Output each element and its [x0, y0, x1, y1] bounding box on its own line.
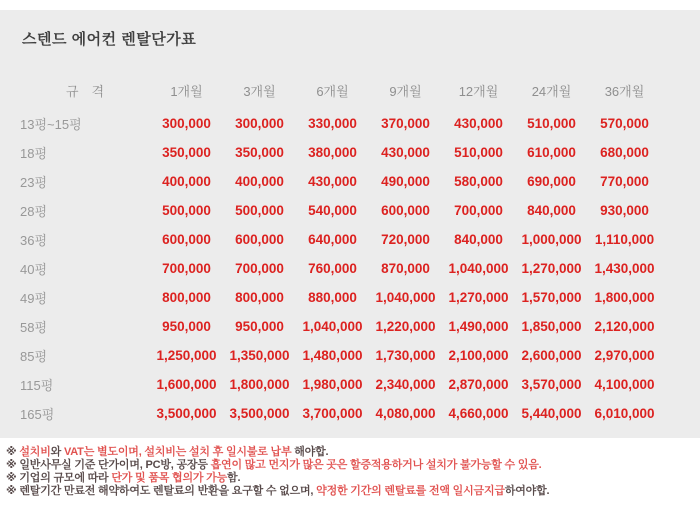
- price-cell: 840,000: [454, 232, 503, 247]
- column-header-size: 규 격: [65, 84, 105, 99]
- note-segment: 하여야합.: [504, 485, 550, 497]
- note-segment: 약정한 기간의 렌탈료를 전액 일시금지급: [316, 485, 505, 497]
- price-cell: 930,000: [600, 203, 649, 218]
- note-segment: 설치비: [19, 446, 51, 458]
- column-header-period: 36개월: [604, 84, 645, 99]
- price-cell: 640,000: [308, 232, 357, 247]
- price-cell: 2,600,000: [521, 348, 582, 363]
- price-cell: 870,000: [381, 261, 430, 276]
- note-line: [6, 472, 698, 485]
- price-cell: 370,000: [381, 116, 430, 131]
- size-label: 36평: [20, 233, 48, 248]
- size-label: 23평: [20, 175, 48, 190]
- column-header-period: 1개월: [170, 84, 203, 99]
- column-header-period: 6개월: [316, 84, 349, 99]
- price-cell: 880,000: [308, 290, 357, 305]
- price-cell: 950,000: [162, 319, 211, 334]
- price-cell: 3,570,000: [521, 377, 582, 392]
- price-cell: 1,430,000: [594, 261, 655, 276]
- price-cell: 600,000: [235, 232, 284, 247]
- price-cell: 4,100,000: [594, 377, 655, 392]
- price-cell: 430,000: [454, 116, 503, 131]
- table-row: [20, 138, 661, 167]
- price-cell: 570,000: [600, 116, 649, 131]
- price-cell: 2,870,000: [448, 377, 509, 392]
- table-row: [20, 167, 661, 196]
- size-label: 49평: [20, 291, 48, 306]
- size-label: 115평: [20, 378, 54, 393]
- rental-price-table: [20, 75, 661, 428]
- price-cell: 1,600,000: [156, 377, 217, 392]
- price-cell: 1,800,000: [229, 377, 290, 392]
- price-cell: 1,490,000: [448, 319, 509, 334]
- price-cell: 380,000: [308, 145, 357, 160]
- table-row: [20, 283, 661, 312]
- footnotes: [6, 446, 698, 498]
- price-cell: 1,250,000: [156, 348, 217, 363]
- table-row: [20, 225, 661, 254]
- price-cell: 580,000: [454, 174, 503, 189]
- price-cell: 400,000: [235, 174, 284, 189]
- size-label: 85평: [20, 349, 48, 364]
- note-segment: 단가 및 품목 협의가 가능: [111, 472, 228, 484]
- price-cell: 600,000: [162, 232, 211, 247]
- price-cell: 500,000: [162, 203, 211, 218]
- table-row: [20, 312, 661, 341]
- note-line: [6, 485, 698, 498]
- price-cell: 3,500,000: [156, 406, 217, 421]
- price-cell: 1,730,000: [375, 348, 436, 363]
- price-cell: 610,000: [527, 145, 576, 160]
- size-label: 28평: [20, 204, 48, 219]
- price-table-panel: [0, 10, 700, 438]
- column-header-period: 3개월: [243, 84, 276, 99]
- price-cell: 6,010,000: [594, 406, 655, 421]
- note-segment: ※ 렌탈기간 만료전 해약하여도 렌탈료의 반환을 요구할 수 없으며,: [6, 485, 317, 497]
- price-cell: 300,000: [162, 116, 211, 131]
- table-row: [20, 399, 661, 428]
- size-label: 13평~15평: [20, 117, 82, 132]
- price-cell: 490,000: [381, 174, 430, 189]
- size-label: 40평: [20, 262, 48, 277]
- note-segment: 함.: [227, 472, 241, 484]
- price-cell: 350,000: [235, 145, 284, 160]
- note-segment: 와: [50, 446, 64, 458]
- price-cell: 1,570,000: [521, 290, 582, 305]
- table-header-row: [20, 75, 661, 109]
- size-label: 58평: [20, 320, 48, 335]
- price-cell: 700,000: [162, 261, 211, 276]
- price-cell: 690,000: [527, 174, 576, 189]
- price-cell: 700,000: [454, 203, 503, 218]
- size-label: 18평: [20, 146, 48, 161]
- price-cell: 350,000: [162, 145, 211, 160]
- price-cell: 1,800,000: [594, 290, 655, 305]
- column-header-period: 12개월: [458, 84, 499, 99]
- table-row: [20, 370, 661, 399]
- price-cell: 1,220,000: [375, 319, 436, 334]
- price-cell: 430,000: [308, 174, 357, 189]
- table-row: [20, 109, 661, 138]
- price-cell: 700,000: [235, 261, 284, 276]
- price-cell: 1,350,000: [229, 348, 290, 363]
- price-cell: 500,000: [235, 203, 284, 218]
- page-title: 스텐드 에어컨 렌탈단가표: [22, 31, 197, 48]
- price-cell: 950,000: [235, 319, 284, 334]
- price-cell: 2,970,000: [594, 348, 655, 363]
- price-cell: 330,000: [308, 116, 357, 131]
- price-cell: 430,000: [381, 145, 430, 160]
- price-cell: 510,000: [527, 116, 576, 131]
- price-cell: 510,000: [454, 145, 503, 160]
- price-cell: 3,500,000: [229, 406, 290, 421]
- column-header-period: 9개월: [389, 84, 422, 99]
- note-segment: ※ 기업의 규모에 따라: [6, 472, 112, 484]
- price-cell: 1,040,000: [302, 319, 363, 334]
- price-cell: 400,000: [162, 174, 211, 189]
- price-cell: 1,980,000: [302, 377, 363, 392]
- note-segment: 해야합.: [291, 446, 329, 458]
- price-cell: 4,080,000: [375, 406, 436, 421]
- price-cell: 1,270,000: [521, 261, 582, 276]
- table-row: [20, 196, 661, 225]
- size-label: 165평: [20, 407, 55, 422]
- price-cell: 5,440,000: [521, 406, 582, 421]
- column-header-period: 24개월: [531, 84, 572, 99]
- price-cell: 1,040,000: [448, 261, 509, 276]
- price-cell: 600,000: [381, 203, 430, 218]
- table-row: [20, 341, 661, 370]
- price-cell: 300,000: [235, 116, 284, 131]
- price-cell: 1,040,000: [375, 290, 436, 305]
- note-line: [6, 459, 698, 472]
- price-cell: 3,700,000: [302, 406, 363, 421]
- price-cell: 1,270,000: [448, 290, 509, 305]
- price-cell: 1,000,000: [521, 232, 582, 247]
- price-cell: 680,000: [600, 145, 649, 160]
- price-cell: 800,000: [235, 290, 284, 305]
- price-cell: 760,000: [308, 261, 357, 276]
- table-row: [20, 254, 661, 283]
- price-cell: 2,100,000: [448, 348, 509, 363]
- price-cell: 770,000: [600, 174, 649, 189]
- price-cell: 720,000: [381, 232, 430, 247]
- note-segment: ※ 일반사무실 기준 단가이며, PC방, 공장등: [6, 459, 211, 471]
- price-cell: 540,000: [308, 203, 357, 218]
- price-cell: 1,850,000: [521, 319, 582, 334]
- price-cell: 1,480,000: [302, 348, 363, 363]
- price-cell: 2,340,000: [375, 377, 436, 392]
- note-segment: ※: [6, 446, 20, 458]
- price-cell: 2,120,000: [594, 319, 655, 334]
- price-cell: 1,110,000: [594, 232, 655, 247]
- note-segment: 흡연이 많고 먼지가 많은 곳은 할증적용하거나 설치가 불가능할 수 있음.: [210, 459, 542, 471]
- price-cell: 800,000: [162, 290, 211, 305]
- note-line: [6, 446, 698, 459]
- price-cell: 4,660,000: [448, 406, 509, 421]
- note-segment: VAT는 별도이며, 설치비는 설치 후 일시불로 납부: [63, 446, 292, 458]
- price-cell: 840,000: [527, 203, 576, 218]
